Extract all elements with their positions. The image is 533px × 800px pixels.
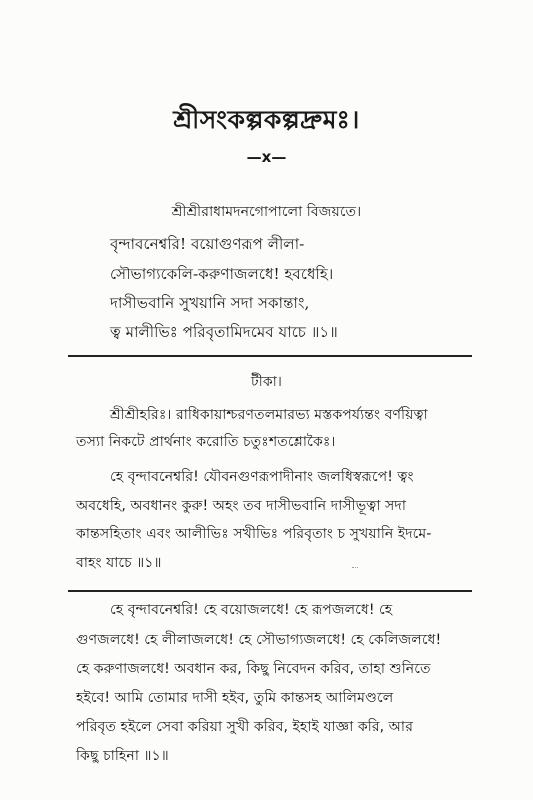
- invocation-line: শ্রীশ্রীরাধামদনগোপালো বিজয়তে।: [171, 204, 362, 220]
- verse-line: বৃন্দাবনেশ্বরি! বয়োগুণরূপ লীলা-: [110, 235, 305, 253]
- section-rule: [68, 590, 472, 592]
- section-rule: [68, 355, 472, 357]
- translation-line: কিছু চাহিনা ॥১॥: [76, 748, 169, 764]
- tika-body-line: হে বৃন্দাবনেশ্বরি! যৌবনগুণরূপাদীনাং জলধিস্বরূপে! ত্বং: [110, 469, 414, 485]
- print-speck: [352, 567, 358, 572]
- verse-line: দাসীভবানি সুখয়ানি সদা সকান্তাং,: [110, 294, 310, 312]
- title-separator: —x—: [246, 148, 287, 166]
- tika-body-line: কান্তসহিতাং এবং আলীভিঃ সখীভিঃ পরিবৃতাং চ সুখয়ানি ইদমে-: [76, 526, 432, 542]
- verse-line: ত্ব মালীভিঃ পরিবৃতামিদমেব যাচে ॥১॥: [110, 323, 338, 341]
- tika-intro-line: শ্রীশ্রীহরিঃ। রাধিকায়াশ্চরণতলমারভ্য মস্তকপর্য্যন্তং বর্ণয়িত্বা: [110, 407, 428, 423]
- translation-line: হইবে! আমি তোমার দাসী হইব, তুমি কান্তসহ আলিমণ্ডলে: [76, 690, 394, 706]
- translation-line: পরিবৃত হইলে সেবা করিয়া সুখী করিব, ইহাই যাজ্ঞা করি, আর: [76, 719, 414, 735]
- tika-body-line: অবধেহি, অবধানং কুরু! অহং তব দাসীভবানি দাসীভূত্বা সদা: [76, 498, 406, 514]
- page-title: শ্রীসংকল্পকল্পদ্রুমঃ।: [173, 105, 360, 134]
- translation-line: হে বৃন্দাবনেশ্বরি! হে বয়োজলধে! হে রূপজলধে! হে: [110, 602, 393, 618]
- translation-line: গুণজলধে! হে লীলাজলধে! হে সৌভাগ্যজলধে! হে কেলিজলধে!: [76, 632, 442, 648]
- verse-line: সৌভাগ্যকেলি-করুণাজলধে! হবধেহি।: [110, 265, 334, 283]
- translation-line: হে করুণাজলধে! অবধান কর, কিছু নিবেদন করিব, তাহা শুনিতে: [76, 661, 431, 677]
- tika-body-line: বাহং যাচে ॥১॥: [76, 555, 162, 571]
- tika-heading: টীকা।: [251, 374, 282, 390]
- tika-intro-line: তস্যা নিকটে প্রার্থনাং করোতি চতুঃশতশ্লোকৈঃ।: [76, 434, 336, 450]
